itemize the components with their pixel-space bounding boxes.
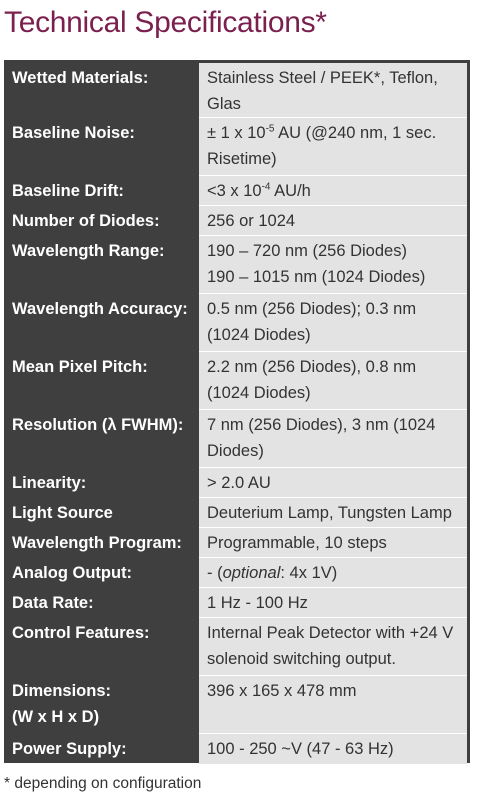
spec-label: Baseline Drift: xyxy=(12,181,124,200)
spec-value: > 2.0 AU xyxy=(199,468,467,498)
table-row xyxy=(7,528,467,558)
table-row xyxy=(7,558,467,588)
spec-label: Dimensions: (W x H x D) xyxy=(12,681,112,726)
spec-label: Light Source xyxy=(12,503,113,522)
table-row xyxy=(7,206,467,236)
spec-label: Data Rate: xyxy=(12,593,94,612)
footnote: * depending on configuration xyxy=(4,775,202,792)
table-row xyxy=(7,410,467,468)
spec-value: 190 – 720 nm (256 Diodes) 190 – 1015 nm (1024 Diodes) xyxy=(199,236,467,294)
table-row xyxy=(7,588,467,618)
spec-value: Internal Peak Detector with +24 V solenoid switching output. xyxy=(199,618,467,676)
spec-label: Number of Diodes: xyxy=(12,211,160,230)
spec-table xyxy=(7,63,467,764)
spec-value: Programmable, 10 steps xyxy=(199,528,467,558)
exponent: -4 xyxy=(261,181,271,193)
table-row xyxy=(7,676,467,734)
page-title: Technical Specifications* xyxy=(4,6,327,39)
spec-label: Control Features: xyxy=(12,623,150,642)
spec-label: Mean Pixel Pitch: xyxy=(12,357,148,376)
value-text: <3 x 10 xyxy=(207,182,262,200)
spec-label: Analog Output: xyxy=(12,563,133,582)
table-row xyxy=(7,176,467,206)
spec-label: Wavelength Accuracy: xyxy=(12,299,188,318)
spec-label: Resolution (λ FWHM): xyxy=(12,415,184,434)
table-row xyxy=(7,618,467,676)
spec-value xyxy=(199,118,467,176)
spec-label: Power Supply: xyxy=(12,739,127,758)
spec-value xyxy=(199,558,467,588)
table-row xyxy=(7,118,467,176)
table-row xyxy=(7,63,467,118)
spec-label: Wetted Materials: xyxy=(12,69,149,87)
table-row xyxy=(7,498,467,528)
spec-label: Wavelength Program: xyxy=(12,533,182,552)
spec-value: 100 - 250 ~V (47 - 63 Hz) xyxy=(199,734,467,764)
spec-value: 256 or 1024 xyxy=(199,206,467,236)
spec-value: Stainless Steel / PEEK*, Teflon, Glas xyxy=(199,63,467,118)
table-row xyxy=(7,236,467,294)
spec-value: 396 x 165 x 478 mm xyxy=(199,676,467,734)
spec-label: Baseline Noise: xyxy=(12,123,135,142)
value-text: : 4x 1V) xyxy=(280,564,338,582)
table-row xyxy=(7,294,467,352)
spec-value: 7 nm (256 Diodes), 3 nm (1024 Diodes) xyxy=(199,410,467,468)
spec-value: 0.5 nm (256 Diodes); 0.3 nm (1024 Diodes) xyxy=(199,294,467,352)
table-row xyxy=(7,352,467,410)
spec-label: Wavelength Range: xyxy=(12,241,165,260)
exponent: -5 xyxy=(265,123,275,135)
table-row xyxy=(7,468,467,498)
spec-value: 1 Hz - 100 Hz xyxy=(199,588,467,618)
value-text: AU/h xyxy=(270,182,311,200)
spec-label: Linearity: xyxy=(12,473,87,492)
value-text: - ( xyxy=(207,564,223,582)
spec-value xyxy=(199,176,467,206)
value-emphasis: optional xyxy=(222,564,281,582)
spec-value: Deuterium Lamp, Tungsten Lamp xyxy=(199,498,467,528)
value-text: ± 1 x 10 xyxy=(207,124,266,142)
spec-value: 2.2 nm (256 Diodes), 0.8 nm (1024 Diodes) xyxy=(199,352,467,410)
spec-table-container xyxy=(4,60,470,763)
table-row xyxy=(7,734,467,764)
value-text: AU (@240 nm, 1 sec. Risetime) xyxy=(207,124,437,168)
